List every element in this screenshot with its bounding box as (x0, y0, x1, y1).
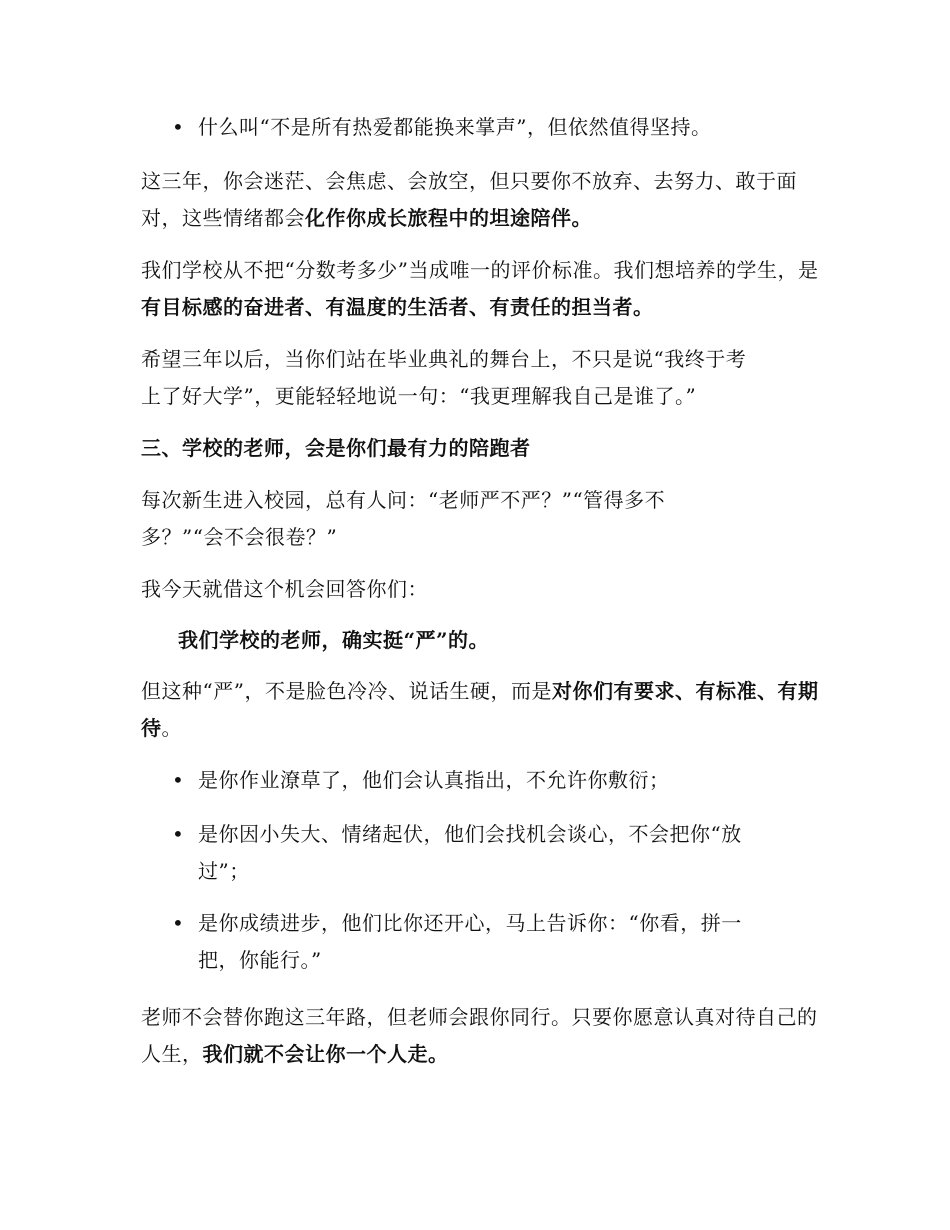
list-item-line: 把，你能行。” (198, 948, 322, 972)
paragraph (141, 163, 821, 237)
emphasis-statement: 我们学校的老师，确实挺“严”的。 (178, 628, 490, 652)
list-item-line: 是你成绩进步，他们比你还开心，马上告诉你：“你看，拼一 (198, 911, 742, 935)
emphasis-text: 我们就不会让你一个人走。 (202, 1042, 449, 1066)
emphasis-text: 有目标感的奋进者、有温度的生活者、有责任的担当者。 (141, 295, 654, 319)
paragraph (141, 999, 821, 1073)
list-item-text: 什么叫“不是所有热爱都能换来掌声”，但依然值得坚持。 (198, 115, 712, 139)
bullet-icon: • (172, 768, 185, 792)
paragraph (141, 482, 821, 556)
bullet-icon: • (172, 115, 185, 139)
list-item-text: 是你作业潦草了，他们会认真指出，不允许你敷衍； (198, 768, 670, 792)
paragraph-line: 多？”“会不会很卷？” (141, 525, 338, 549)
paragraph-text: 这三年，你会迷茫、会焦虑、会放空，但只要你不放弃、去努力、敢于面对，这些情绪都会 (141, 169, 797, 230)
paragraph-text: 。 (161, 716, 182, 740)
paragraph: 我今天就借这个机会回答你们： (141, 577, 428, 601)
paragraph-text: 我们学校从不把“分数考多少”当成唯一的评价标准。我们想培养的学生，是 (141, 258, 819, 282)
emphasis-text: 化作你成长旅程中的坦途陪伴。 (305, 206, 592, 230)
list-item-line: 过”； (198, 859, 250, 883)
paragraph (141, 252, 821, 326)
list-item-text (198, 816, 798, 890)
list-item-line: 是你因小失大、情绪起伏，他们会找机会谈心，不会把你“放 (198, 822, 742, 846)
bullet-icon: • (172, 911, 185, 935)
list-item-text (198, 905, 798, 979)
paragraph-text: 但这种“严”，不是脸色冷冷、说话生硬，而是 (141, 679, 552, 703)
emphasis-text: 对你们有要求、有标准、有期待 (141, 679, 819, 740)
bullet-icon: • (172, 822, 185, 846)
section-heading: 三、学校的老师，会是你们最有力的陪跑者 (141, 436, 531, 460)
paragraph-text: 老师不会替你跑这三年路，但老师会跟你同行。只要你愿意认真对待自己的人生， (141, 1005, 818, 1066)
paragraph (141, 673, 821, 747)
paragraph-line: 希望三年以后，当你们站在毕业典礼的舞台上，不只是说“我终于考 (141, 347, 747, 371)
paragraph-line: 每次新生进入校园，总有人问：“老师严不严？”“管得多不 (141, 488, 666, 512)
paragraph-line: 上了好大学”，更能轻轻地说一句：“我更理解我自己是谁了。” (141, 384, 697, 408)
paragraph (141, 341, 821, 415)
